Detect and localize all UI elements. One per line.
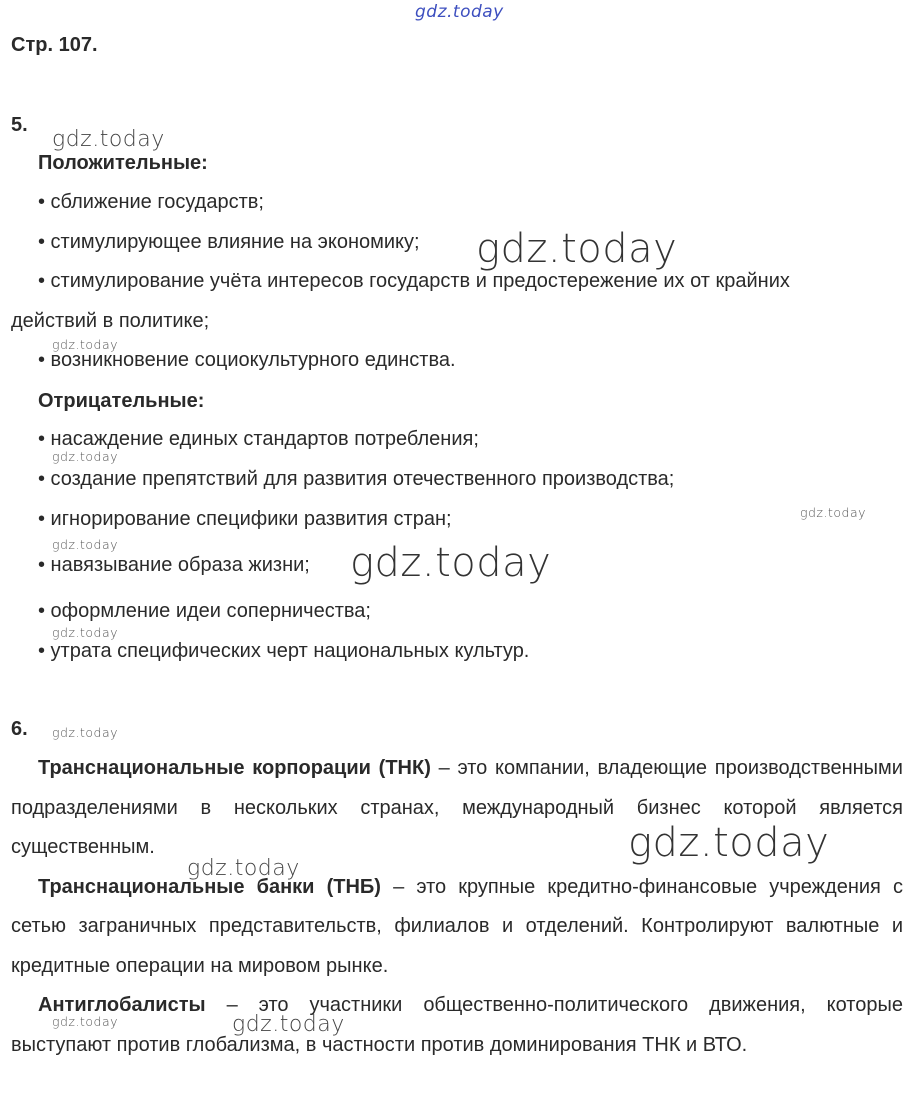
watermark: gdz.today: [52, 127, 165, 152]
watermark: gdz.today: [52, 449, 119, 464]
watermark: gdz.today: [350, 540, 552, 586]
negative-heading: Отрицательные:: [38, 390, 205, 412]
task-5-number: 5.: [11, 114, 28, 136]
positive-item: • стимулирующее влияние на экономику;: [38, 231, 420, 253]
positive-item: • сближение государств;: [38, 191, 264, 213]
watermark: gdz.today: [800, 505, 867, 520]
positive-item: • стимулирование учёта интересов государств и предостережение их от крайних: [38, 270, 790, 292]
definition-term: Транснациональные банки (ТНБ): [38, 875, 381, 898]
definition-term: Транснациональные корпорации (ТНК): [38, 757, 431, 779]
page-number: Стр. 107.: [11, 34, 98, 56]
watermark: gdz.today: [476, 226, 678, 272]
task-6-number: 6.: [11, 718, 28, 740]
watermark: gdz.today: [52, 725, 119, 740]
watermark: gdz.today: [52, 337, 119, 352]
negative-item: • навязывание образа жизни;: [38, 554, 310, 576]
watermark: gdz.today: [52, 1014, 119, 1029]
positive-item: • возникновение социокультурного единства.: [38, 349, 456, 371]
definition-text: – это крупные кредитно-финансовые учреждения с сетью заграничных представительств, филиалов и отделений. Контролируют валютные и кредитные операции на мировом рынке.: [11, 875, 903, 977]
negative-item: • создание препятствий для развития отечественного производства;: [38, 468, 675, 490]
positive-item-continuation: действий в политике;: [11, 310, 210, 332]
definitions-block: [11, 749, 903, 1065]
definition-paragraph: [11, 868, 903, 987]
definition-term: Антиглобалисты: [38, 994, 206, 1016]
negative-item: • насаждение единых стандартов потребления;: [38, 428, 479, 450]
negative-item: • игнорирование специфики развития стран;: [38, 508, 452, 530]
watermark: gdz.today: [415, 2, 504, 22]
watermark: gdz.today: [232, 1012, 345, 1037]
positive-heading: Положительные:: [38, 152, 208, 174]
definition-text: – это компании, владеющие производственными подразделениями в нескольких странах, международный бизнес которой является существенным.: [11, 757, 903, 858]
watermark: gdz.today: [52, 625, 119, 640]
watermark: gdz.today: [187, 856, 300, 881]
watermark: gdz.today: [52, 537, 119, 552]
negative-item: • утрата специфических черт национальных культур.: [38, 640, 530, 662]
definition-text: – это участники общественно-политического движения, которые выступают против глобализма, в частности против доминирования ТНК и ВТО.: [11, 994, 903, 1056]
watermark: gdz.today: [628, 820, 830, 866]
negative-item: • оформление идеи соперничества;: [38, 600, 371, 622]
definition-paragraph: [11, 986, 903, 1065]
